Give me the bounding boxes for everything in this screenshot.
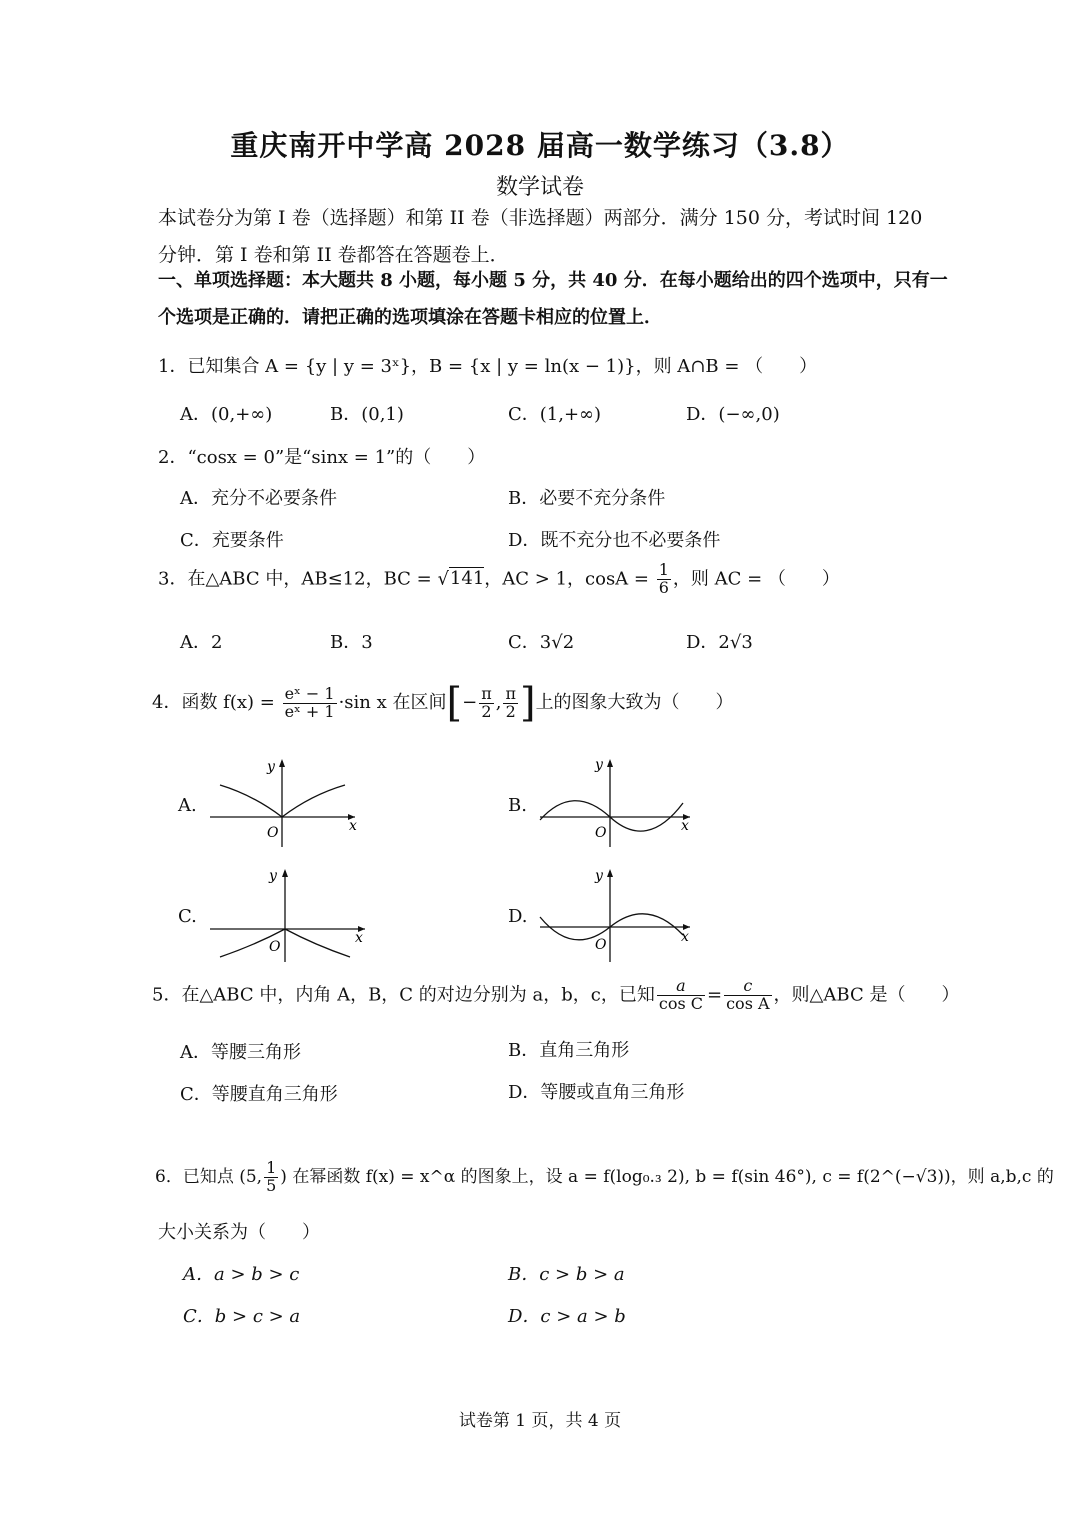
intro-line-1: 本试卷分为第 I 卷（选择题）和第 II 卷（非选择题）两部分．满分 150 分，考试时间 120 [158, 207, 923, 229]
graph-a [205, 755, 365, 850]
y-axis-label: y [595, 868, 603, 884]
option-b: B．c > b > a [508, 1264, 625, 1285]
question-5 [152, 978, 959, 1013]
y-axis-arrow-icon [282, 869, 288, 877]
page-subtitle: 数学试卷 [495, 175, 584, 200]
x-axis-label: x [349, 818, 357, 834]
question-number: 6． [155, 1166, 183, 1187]
function-curve [540, 801, 683, 831]
y-axis-arrow-icon [607, 869, 613, 877]
option-b: B．直角三角形 [508, 1040, 630, 1061]
origin-label: O [595, 937, 607, 953]
equals-sign: = [707, 984, 723, 1006]
question-text: ·sin x 在区间 [338, 692, 447, 713]
fraction-denominator: 5 [266, 1175, 277, 1195]
graph-option-c-label: C. [178, 906, 197, 927]
page-title: 重庆南开中学高 2028 届高一数学练习（3.8） [230, 129, 850, 162]
page-footer: 试卷第 1 页，共 4 页 [458, 1411, 622, 1431]
origin-label: O [595, 825, 607, 841]
fraction-denominator: cos C [658, 993, 703, 1013]
fraction [264, 1160, 278, 1195]
option-b: B．3 [330, 632, 373, 653]
fraction [657, 562, 671, 597]
sqrt-argument: 141 [449, 568, 485, 590]
question-6 [155, 1160, 1054, 1195]
graph-option-b-label: B. [508, 795, 527, 816]
y-axis-arrow-icon [607, 759, 613, 767]
option-d: D．c > a > b [508, 1306, 626, 1327]
x-axis-label: x [355, 930, 363, 946]
y-axis-label: y [269, 868, 277, 884]
question-6-line-2: 大小关系为（ ） [158, 1222, 320, 1243]
fraction [724, 978, 771, 1013]
section-heading-line-1: 一、单项选择题：本大题共 8 小题，每小题 5 分，共 40 分．在每小题给出的四个选项中，只有一 [158, 270, 948, 291]
x-axis-label: x [681, 818, 689, 834]
x-axis-label: x [681, 929, 689, 945]
section-heading-line-2: 个选项是正确的．请把正确的选项填涂在答题卡相应的位置上． [158, 307, 662, 328]
fraction [503, 683, 518, 721]
question-text: 函数 f(x) = [181, 692, 281, 713]
y-axis-label: y [267, 759, 275, 775]
fraction-numerator: 1 [266, 1158, 277, 1177]
option-a: A．(0,+∞) [180, 404, 273, 425]
graph-d [535, 865, 700, 965]
fraction [283, 683, 337, 721]
option-d: D．既不充分也不必要条件 [508, 530, 721, 551]
fraction-denominator: 2 [505, 701, 516, 721]
question-text: ) 在幂函数 f(x) = x^α 的图象上，设 a = f(log₀.₃ 2), b = f(sin 46°), c = f(2^(−√3))，则 a,b,c 的 [280, 1166, 1054, 1187]
origin-label: O [269, 939, 281, 955]
question-number: 1． [158, 356, 188, 377]
graph-option-d-label: D. [508, 906, 528, 927]
fraction-numerator: eˣ − 1 [284, 683, 335, 703]
option-a: A．2 [180, 632, 223, 653]
question-number: 2． [158, 447, 188, 468]
option-c: C．b > c > a [183, 1306, 301, 1327]
fraction-numerator: c [724, 978, 771, 996]
fraction-denominator: eˣ + 1 [284, 701, 335, 721]
option-a: A．充分不必要条件 [180, 488, 337, 509]
option-a: A．a > b > c [183, 1264, 300, 1285]
intro-line-2: 分钟．第 I 卷和第 II 卷都答在答题卷上． [158, 244, 509, 266]
option-b: B．必要不充分条件 [508, 488, 666, 509]
right-bracket: ] [519, 680, 536, 726]
question-text: 在△ABC 中，AB≤12，BC = [187, 568, 438, 590]
y-axis-arrow-icon [279, 759, 285, 767]
fraction-denominator: 6 [658, 577, 669, 597]
option-b: B．(0,1) [330, 404, 404, 425]
graph-c [205, 865, 370, 965]
fraction-denominator: cos A [726, 993, 770, 1013]
question-number: 3． [158, 568, 188, 590]
option-d: D．等腰或直角三角形 [508, 1082, 685, 1103]
fraction [479, 683, 494, 721]
question-text: 在△ABC 中，内角 A，B，C 的对边分别为 a，b，c，已知 [181, 984, 655, 1006]
fraction-denominator: 2 [481, 701, 492, 721]
question-4: 4．函数 f(x) = $\frac{\text{eˣ − 1}}{\text{eˣ + 1}}$ ·sin x 在区间[− $\frac{\pi}{2}$ , $\frac{\pi}{2}$ ]上的图象大致为（ ） [152, 680, 734, 726]
origin-label: O [267, 825, 279, 841]
graph-option-a-label: A. [178, 795, 197, 816]
question-text: “cosx = 0”是“sinx = 1”的（ ） [187, 447, 486, 468]
question-text: 已知集合 A = {y | y = 3ˣ}，B = {x | y = ln(x − 1)}，则 A∩B = （ ） [187, 356, 818, 377]
question-1 [158, 352, 817, 378]
fraction-numerator: π [481, 683, 492, 703]
question-text: 上的图象大致为（ ） [535, 692, 734, 713]
option-d: D．2√3 [686, 632, 753, 653]
question-text: ，AC > 1，cosA = [484, 568, 655, 590]
fraction [657, 978, 705, 1013]
left-bracket: [ [446, 680, 463, 726]
fraction-numerator: a [657, 978, 705, 996]
option-c: C．3√2 [508, 632, 575, 653]
y-axis-label: y [595, 757, 603, 773]
option-c: C．等腰直角三角形 [180, 1084, 338, 1105]
option-d: D．(−∞,0) [686, 404, 780, 425]
question-text: 已知点 (5, [182, 1166, 263, 1187]
question-3: 3．在△ABC 中，AB≤12，BC = √141，AC > 1，cosA = $\frac{1}{6}$ ，则 AC = （ ） [158, 560, 840, 597]
fraction-numerator: 1 [658, 560, 669, 579]
question-text: ，则△ABC 是（ ） [773, 984, 960, 1006]
fraction-numerator: π [505, 683, 516, 703]
option-c: C．充要条件 [180, 530, 284, 551]
question-number: 4． [152, 692, 182, 713]
question-text: ，则 AC = （ ） [672, 568, 840, 590]
graph-b [535, 755, 700, 850]
option-c: C．(1,+∞) [508, 404, 602, 425]
question-number: 5． [152, 984, 182, 1006]
question-2 [158, 443, 485, 469]
option-a: A．等腰三角形 [180, 1042, 301, 1063]
